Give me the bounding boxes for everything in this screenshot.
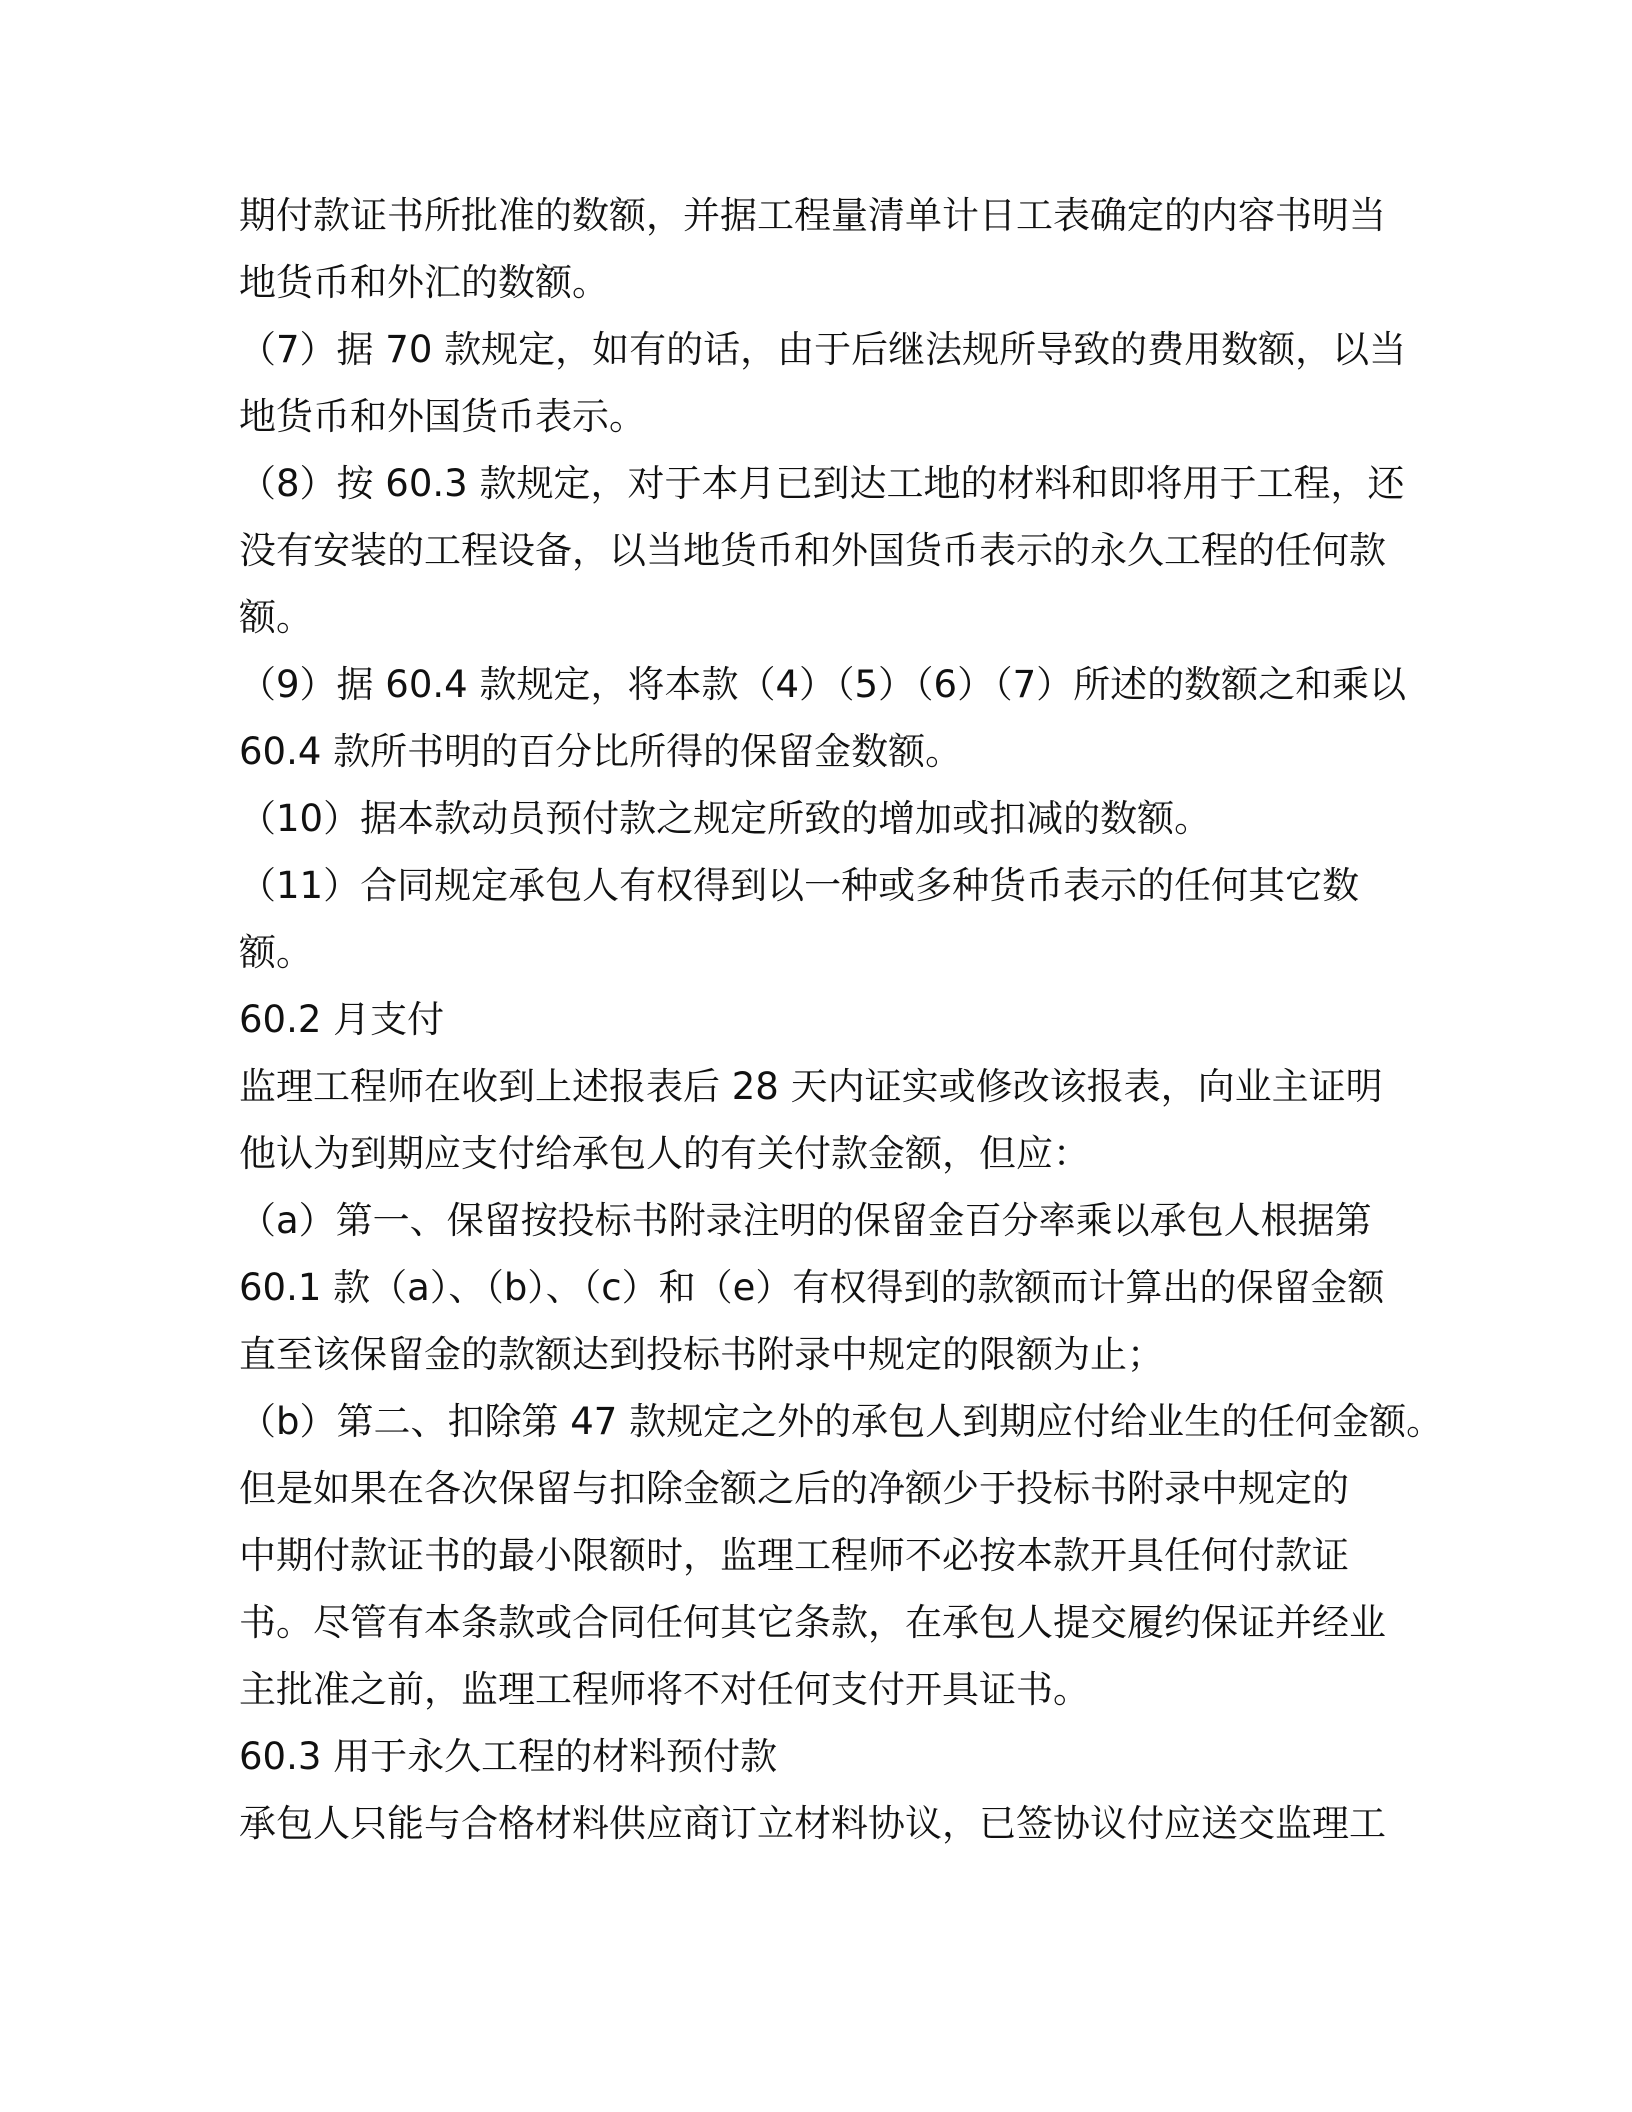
- text-line: （a）第一、保留按投标书附录注明的保留金百分率乘以承包人根据第: [239, 1199, 1372, 1242]
- text-line: 书。尽管有本条款或合同任何其它条款，在承包人提交履约保证并经业: [239, 1601, 1386, 1644]
- text-line: 主批准之前，监理工程师将不对任何支付开具证书。: [239, 1668, 1090, 1711]
- text-line: 60.4 款所书明的百分比所得的保留金数额。: [239, 730, 963, 773]
- text-line: 额。: [239, 931, 313, 974]
- text-line: （10）据本款动员预付款之规定所致的增加或扣减的数额。: [239, 797, 1212, 840]
- text-line: （8）按 60.3 款规定，对于本月已到达工地的材料和即将用于工程，还: [239, 462, 1405, 505]
- text-line: 他认为到期应支付给承包人的有关付款金额，但应：: [239, 1132, 1090, 1175]
- text-line: 直至该保留金的款额达到投标书附录中规定的限额为止；: [239, 1333, 1164, 1376]
- text-line: 额。: [239, 596, 313, 639]
- text-line: 地货币和外汇的数额。: [239, 261, 609, 304]
- section-heading: 60.3 用于永久工程的材料预付款: [239, 1735, 778, 1778]
- text-line: （b）第二、扣除第 47 款规定之外的承包人到期应付给业生的任何金额。: [239, 1400, 1444, 1443]
- text-line: （9）据 60.4 款规定，将本款（4）（5）（6）（7）所述的数额之和乘以: [239, 663, 1407, 706]
- text-line: 期付款证书所批准的数额，并据工程量清单计日工表确定的内容书明当: [239, 194, 1386, 237]
- text-line: 60.1 款（a）、（b）、（c）和（e）有权得到的款额而计算出的保留金额: [239, 1266, 1385, 1309]
- text-line: （11）合同规定承包人有权得到以一种或多种货币表示的任何其它数: [239, 864, 1360, 907]
- document-body: [239, 182, 1444, 1857]
- text-line: 地货币和外国货币表示。: [239, 395, 646, 438]
- text-line: （7）据 70 款规定，如有的话，由于后继法规所导致的费用数额，以当: [239, 328, 1407, 371]
- section-heading: 60.2 月支付: [239, 998, 445, 1041]
- text-line: 没有安装的工程设备，以当地货币和外国货币表示的永久工程的任何款: [239, 529, 1386, 572]
- text-line: 中期付款证书的最小限额时，监理工程师不必按本款开具任何付款证: [239, 1534, 1349, 1577]
- text-line: 承包人只能与合格材料供应商订立材料协议，已签协议付应送交监理工: [239, 1802, 1386, 1845]
- text-line: 但是如果在各次保留与扣除金额之后的净额少于投标书附录中规定的: [239, 1467, 1349, 1510]
- text-line: 监理工程师在收到上述报表后 28 天内证实或修改该报表，向业主证明: [239, 1065, 1383, 1108]
